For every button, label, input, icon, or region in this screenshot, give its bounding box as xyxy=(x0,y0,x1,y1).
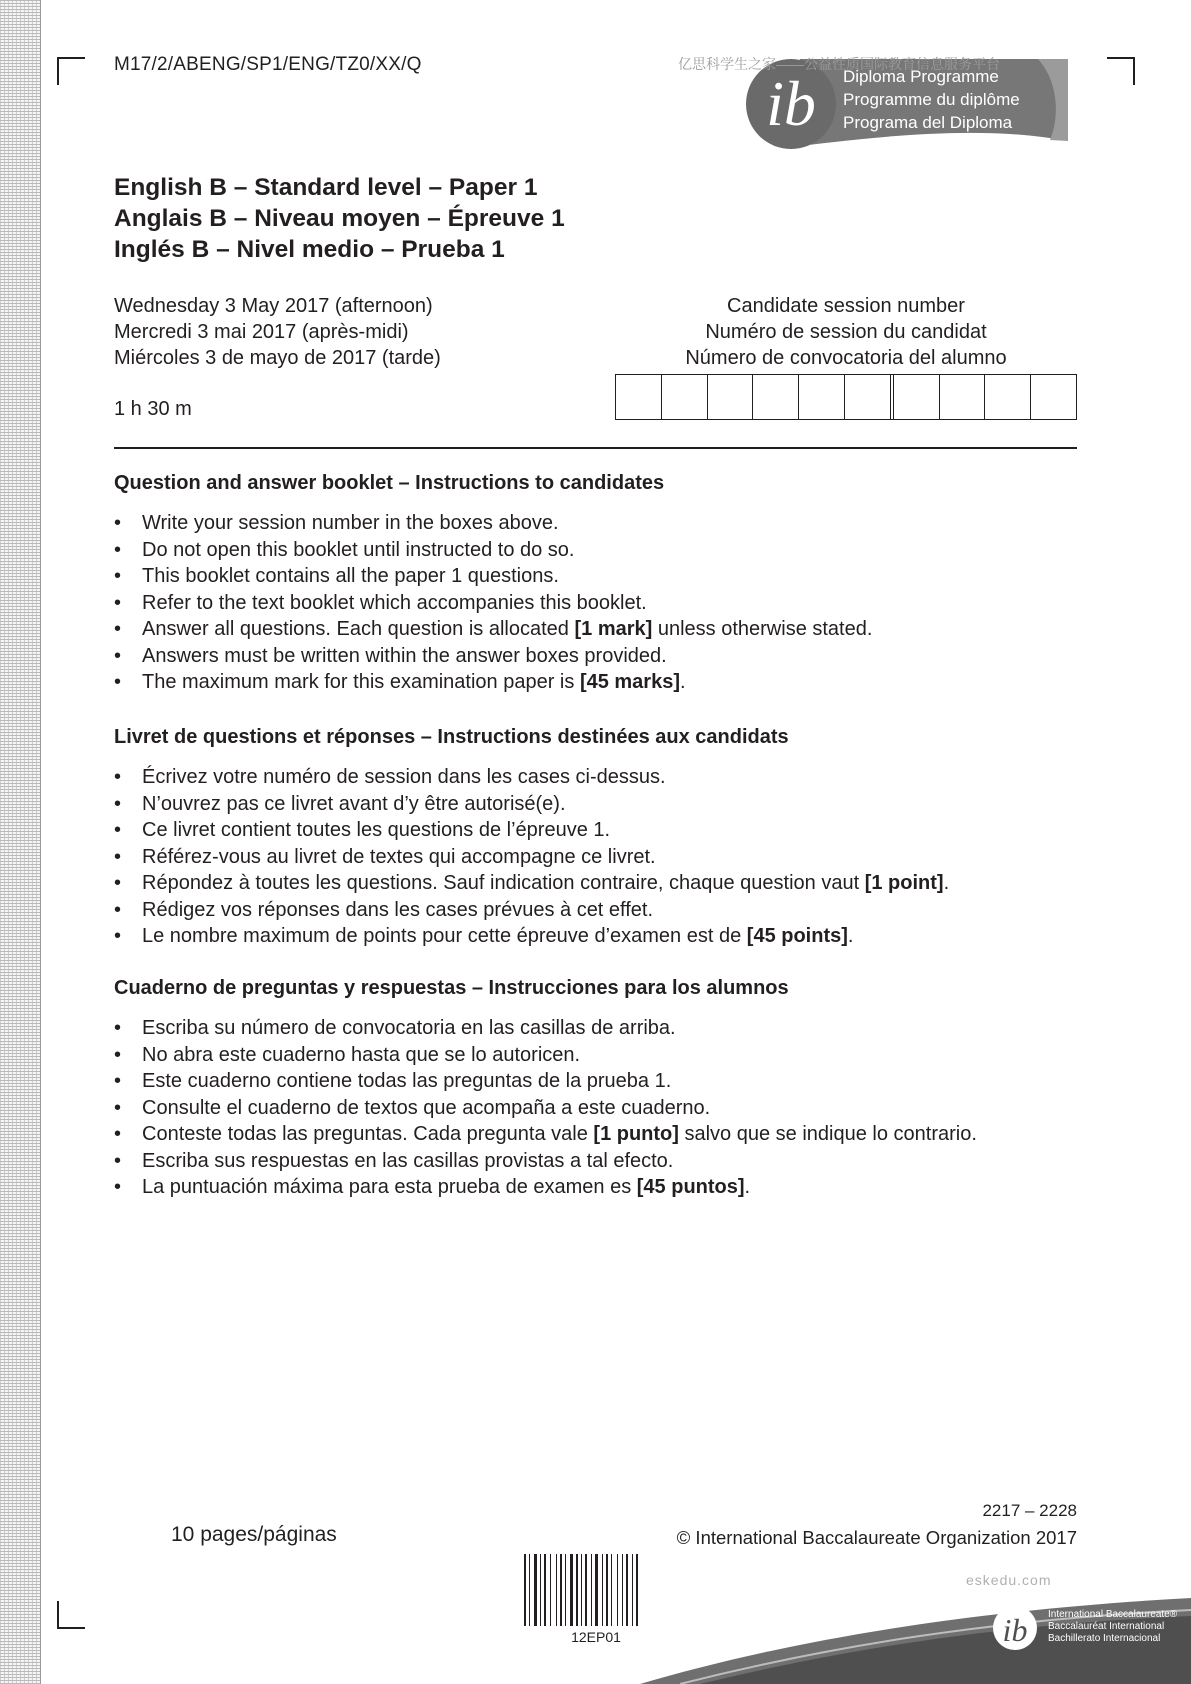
instruction-text: Answer all questions. Each question is allocated xyxy=(142,618,575,640)
date-english: Wednesday 3 May 2017 (afternoon) xyxy=(114,295,433,317)
instruction-text: . xyxy=(744,1176,751,1198)
instruction-list xyxy=(114,510,1094,696)
instruction-item: • Write your session number in the boxes above. xyxy=(114,510,1094,537)
session-number-box[interactable] xyxy=(798,375,844,419)
organisation-names xyxy=(1048,1609,1177,1645)
org-name-french: Baccalauréat International xyxy=(1048,1621,1165,1632)
session-number-box[interactable] xyxy=(844,375,890,419)
exam-dates xyxy=(114,293,441,371)
instruction-item: • Écrivez votre numéro de session dans les cases ci-dessus. xyxy=(114,764,1094,791)
instruction-item xyxy=(114,1121,1094,1148)
section-heading: Livret de questions et réponses – Instructions destinées aux candidats xyxy=(114,726,789,748)
csn-label-english: Candidate session number xyxy=(727,295,965,317)
instruction-item: • Rédigez vos réponses dans les cases prévues à cet effet. xyxy=(114,897,1094,924)
instructions-french xyxy=(114,724,1094,950)
copyright-notice: © International Baccalaureate Organization 2017 xyxy=(676,1527,1077,1548)
session-number-box[interactable] xyxy=(661,375,707,419)
instruction-item xyxy=(114,616,1094,643)
instructions-spanish xyxy=(114,975,1094,1201)
instruction-item xyxy=(114,923,1094,950)
barcode-label: 12EP01 xyxy=(571,1629,621,1645)
session-number-box[interactable] xyxy=(984,375,1030,419)
org-name-spanish: Bachillerato Internacional xyxy=(1048,1633,1161,1644)
instruction-item: • Do not open this booklet until instructed to do so. xyxy=(114,537,1094,564)
instruction-item: • Escriba sus respuestas en las casillas provistas a tal efecto. xyxy=(114,1148,1094,1175)
session-number-box[interactable] xyxy=(707,375,753,419)
instruction-item: • No abra este cuaderno hasta que se lo autoricen. xyxy=(114,1042,1094,1069)
instruction-item: • Escriba su número de convocatoria en las casillas de arriba. xyxy=(114,1015,1094,1042)
marks-allocation: [1 punto] xyxy=(593,1123,679,1145)
csn-label-spanish: Número de convocatoria del alumno xyxy=(685,347,1007,369)
session-number-box[interactable] xyxy=(1030,375,1076,419)
reference-number: 2217 – 2228 xyxy=(982,1501,1077,1520)
exam-duration: 1 h 30 m xyxy=(114,398,192,420)
date-french: Mercredi 3 mai 2017 (après-midi) xyxy=(114,321,409,343)
title-spanish: Inglés B – Nivel medio – Prueba 1 xyxy=(114,236,505,263)
title-english: English B – Standard level – Paper 1 xyxy=(114,174,538,201)
programme-name-es: Programa del Diploma xyxy=(843,113,1013,132)
section-heading: Question and answer booklet – Instructions to candidates xyxy=(114,472,665,494)
instruction-list xyxy=(114,1015,1094,1201)
candidate-session-labels xyxy=(615,293,1077,371)
instruction-text: salvo que se indique lo contrario. xyxy=(678,1123,977,1145)
instruction-item: • This booklet contains all the paper 1 questions. xyxy=(114,563,1094,590)
session-number-box[interactable] xyxy=(890,375,939,419)
binding-edge xyxy=(0,0,41,1684)
instruction-text: The maximum mark for this examination paper is xyxy=(142,671,580,693)
svg-text:ib: ib xyxy=(1002,1612,1028,1648)
marks-allocation: [1 mark] xyxy=(574,618,653,640)
instruction-item: • Answers must be written within the answer boxes provided. xyxy=(114,643,1094,670)
org-name-english: International Baccalaureate® xyxy=(1048,1609,1178,1620)
instructions-english xyxy=(114,470,1094,696)
instruction-text: unless otherwise stated. xyxy=(652,618,873,640)
instruction-text: Conteste todas las preguntas. Cada pregunta vale xyxy=(142,1123,594,1145)
crop-mark-top-right xyxy=(1107,57,1135,85)
marks-allocation: [45 marks] xyxy=(579,671,680,693)
marks-allocation: [45 points] xyxy=(746,925,848,947)
date-spanish: Miércoles 3 de mayo de 2017 (tarde) xyxy=(114,347,441,369)
candidate-session-number-boxes[interactable] xyxy=(615,374,1077,420)
section-heading: Cuaderno de preguntas y respuestas – Instrucciones para los alumnos xyxy=(114,977,789,999)
instruction-item: • Consulte el cuaderno de textos que acompaña a este cuaderno. xyxy=(114,1095,1094,1122)
programme-names xyxy=(843,65,1020,134)
programme-name-fr: Programme du diplôme xyxy=(843,90,1020,109)
instruction-text: . xyxy=(943,872,950,894)
instruction-item xyxy=(114,870,1094,897)
crop-mark-bottom-left xyxy=(57,1601,85,1629)
page-count: 10 pages/páginas xyxy=(171,1523,337,1546)
instruction-text: La puntuación máxima para esta prueba de examen es xyxy=(142,1176,637,1198)
paper-code: M17/2/ABENG/SP1/ENG/TZ0/XX/Q xyxy=(114,54,422,75)
marks-allocation: [45 puntos] xyxy=(636,1176,745,1198)
csn-label-french: Numéro de session du candidat xyxy=(705,321,987,343)
instruction-text: . xyxy=(680,671,686,693)
instruction-item: • N’ouvrez pas ce livret avant d’y être autorisé(e). xyxy=(114,791,1094,818)
marks-allocation: [1 point] xyxy=(864,872,944,894)
site-watermark: eskedu.com xyxy=(966,1572,1052,1588)
instruction-item xyxy=(114,669,1094,696)
instruction-list xyxy=(114,764,1094,950)
header-divider xyxy=(114,447,1077,449)
instruction-item: • Ce livret contient toutes les questions de l’épreuve 1. xyxy=(114,817,1094,844)
instruction-text: Répondez à toutes les questions. Sauf indication contraire, chaque question vaut xyxy=(142,872,865,894)
title-french: Anglais B – Niveau moyen – Épreuve 1 xyxy=(114,205,565,232)
instruction-item: • Refer to the text booklet which accompanies this booklet. xyxy=(114,590,1094,617)
instruction-item xyxy=(114,1174,1094,1201)
session-number-box[interactable] xyxy=(616,375,661,419)
watermark-text: 亿思科学生之家——公益性质国际教育信息服务平台 xyxy=(678,56,1000,72)
instruction-text: Le nombre maximum de points pour cette épreuve d’examen est de xyxy=(142,925,747,947)
programme-name-en: Diploma Programme xyxy=(843,67,999,86)
session-number-box[interactable] xyxy=(752,375,798,419)
instruction-text: . xyxy=(847,925,854,947)
instruction-item: • Référez-vous au livret de textes qui accompagne ce livret. xyxy=(114,844,1094,871)
paper-titles xyxy=(114,172,565,265)
session-number-box[interactable] xyxy=(939,375,985,419)
instruction-item: • Este cuaderno contiene todas las preguntas de la prueba 1. xyxy=(114,1068,1094,1095)
crop-mark-top-left xyxy=(57,57,85,85)
svg-text:ib: ib xyxy=(766,68,816,139)
